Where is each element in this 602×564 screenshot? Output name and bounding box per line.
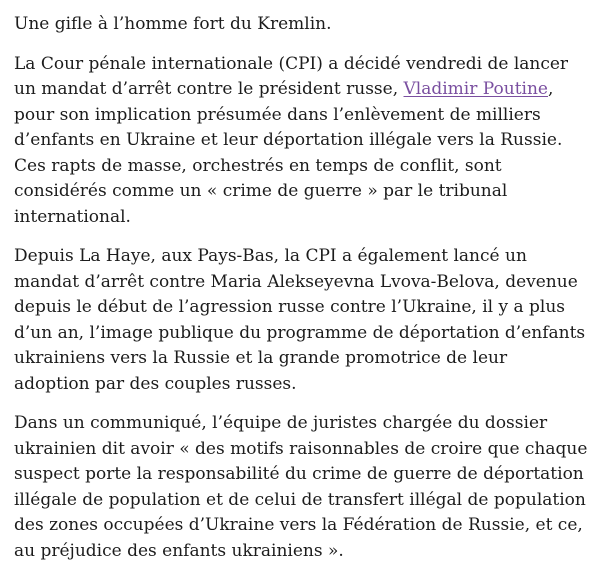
paragraph-communique: Dans un communiqué, l’équipe de juristes chargée du dossier ukrainien dit avoir « des motifs raisonnables de croire que chaque suspect porte la responsabilité du crime de guerre de déportation illégale de population et de celui de transfert illégal de population des zones occupées d’Ukraine vers la Fédération de Russie, et ce, au préjudice des enfants ukrainiens ». bbox=[14, 413, 588, 561]
paragraph-text: , pour son implication présumée dans l’enlèvement de milliers d’enfants en Ukraine et leur déportation illégale vers la Russie. Ces rapts de masse, orchestrés en temps de conflit, sont considérés comme un « crime de guerre » par le tribunal international. bbox=[14, 79, 563, 227]
paragraph-lede: Une gifle à l’homme fort du Kremlin. bbox=[14, 14, 332, 34]
paragraph-text: La Cour pénale internationale (CPI) a décidé vendredi de lancer un mandat d’arrêt contre le président russe, bbox=[14, 53, 569, 99]
paragraph-lvova-belova: Depuis La Haye, aux Pays-Bas, la CPI a également lancé un mandat d’arrêt contre Maria Alekseyevna Lvova-Belova, devenue depuis le début de l’agression russe contre l’Ukraine, il y a plus d’un an, l’image publique du programme de déportation d’enfants ukrainiens vers la Russie et la grande promotrice de leur adoption par des couples russes. bbox=[14, 246, 586, 394]
vladimir-poutine-link[interactable]: Vladimir Poutine bbox=[403, 79, 548, 99]
paragraph-cpi-warrant bbox=[14, 52, 588, 231]
